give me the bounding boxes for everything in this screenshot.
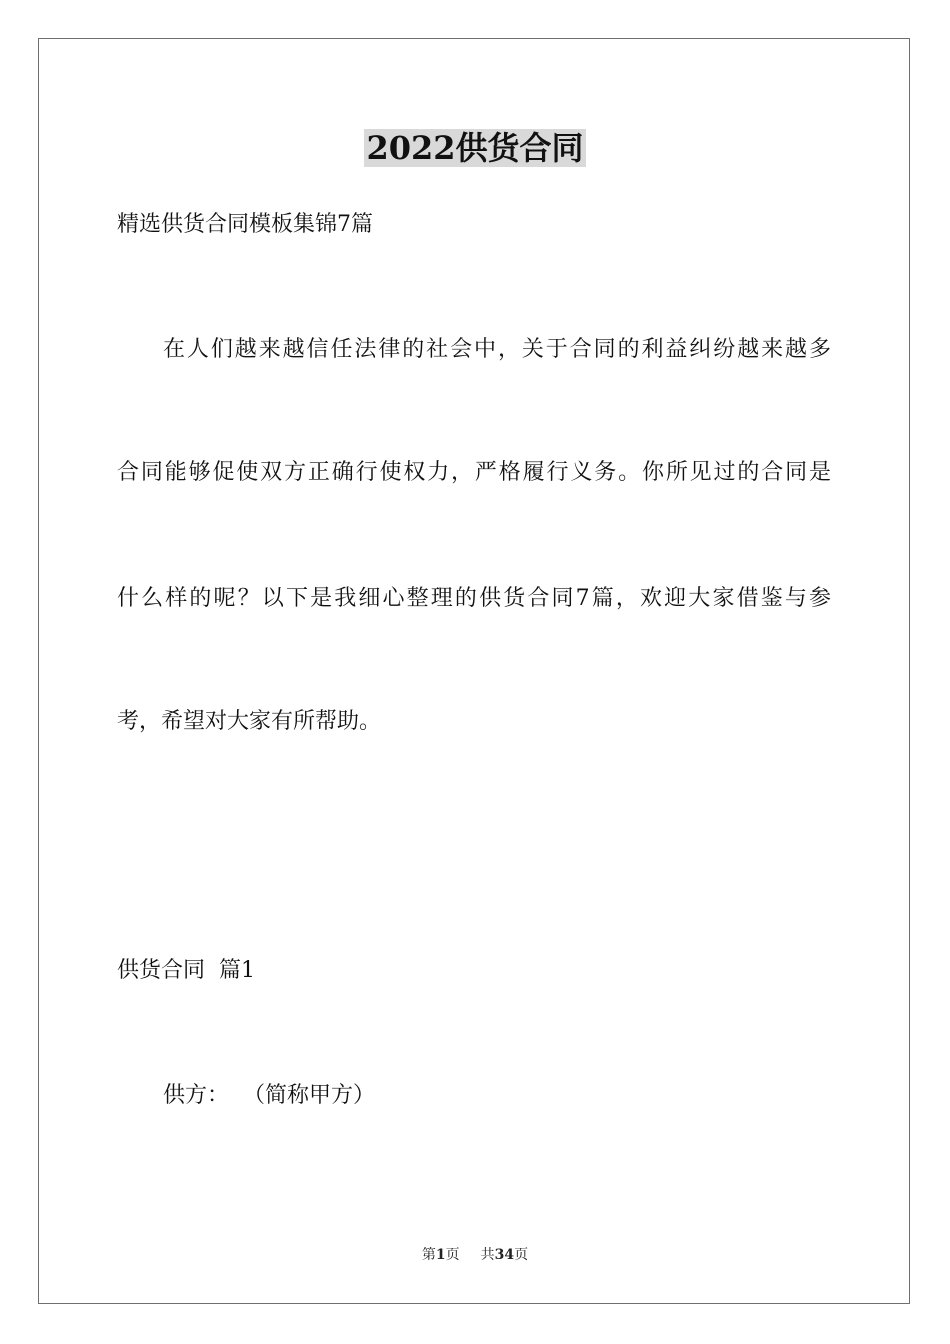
document-subtitle: 精选供货合同模板集锦7篇 [117, 212, 373, 237]
supplier-line: 供方： （简称甲方） [163, 1083, 375, 1108]
footer-total-pages: 34 [494, 1247, 515, 1263]
footer-page-prefix: 第 [421, 1247, 436, 1263]
footer-page-suffix: 页 [445, 1247, 460, 1263]
intro-line-3: 什么样的呢？以下是我细心整理的供货合同7篇，欢迎大家借鉴与参 [117, 586, 831, 611]
intro-line-2: 合同能够促使双方正确行使权力，严格履行义务。你所见过的合同是 [117, 460, 831, 485]
document-title [0, 126, 950, 170]
page-footer [0, 1246, 950, 1264]
title-text: 2022供货合同 [366, 129, 584, 167]
footer-page-number: 1 [435, 1247, 446, 1263]
intro-line-4: 考，希望对大家有所帮助。 [117, 709, 382, 734]
section-heading: 供货合同 篇1 [117, 958, 255, 983]
footer-total-suffix: 页 [514, 1247, 529, 1263]
intro-line-1: 在人们越来越信任法律的社会中，关于合同的利益纠纷越来越多 [163, 337, 831, 362]
footer-total-prefix: 共 [480, 1247, 495, 1263]
